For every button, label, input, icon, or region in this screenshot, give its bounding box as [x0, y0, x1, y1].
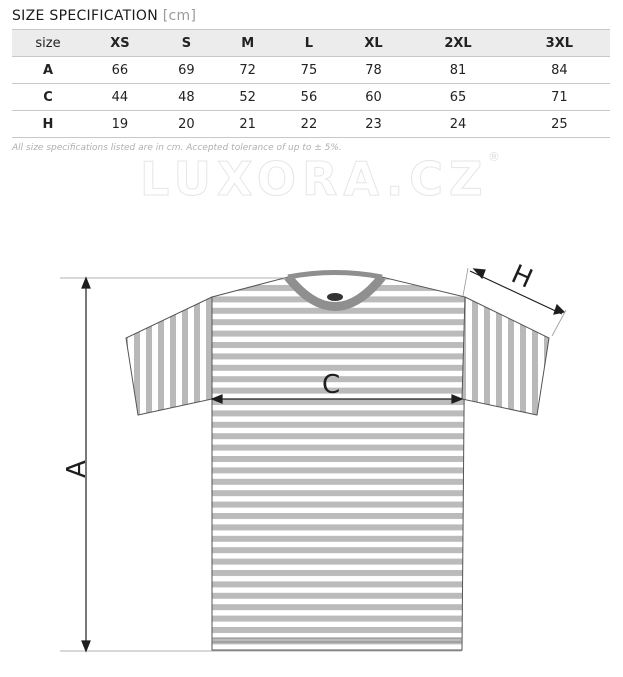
header-size: M — [217, 30, 278, 57]
table-cell: 56 — [278, 84, 339, 111]
row-label: A — [12, 57, 84, 84]
title-text: SIZE SPECIFICATION — [12, 8, 159, 24]
table-cell: 22 — [278, 111, 339, 138]
table-cell: 20 — [156, 111, 217, 138]
watermark-logo: LUXORA.CZ — [140, 152, 489, 206]
table-cell: 65 — [407, 84, 508, 111]
title-unit: [cm] — [162, 8, 197, 24]
sleeve-stripe — [134, 290, 140, 420]
table-cell: 25 — [509, 111, 610, 138]
table-cell: 81 — [407, 57, 508, 84]
dimension-h-label: H — [506, 259, 537, 295]
sleeve-stripe — [544, 290, 550, 420]
table-cell: 69 — [156, 57, 217, 84]
table-cell: 48 — [156, 84, 217, 111]
table-cell: 21 — [217, 111, 278, 138]
sleeve-stripe — [496, 290, 502, 420]
header-size: 3XL — [509, 30, 610, 57]
sleeve-stripe — [158, 290, 164, 420]
header-size: L — [278, 30, 339, 57]
sleeve-stripe — [194, 290, 200, 420]
header-size: S — [156, 30, 217, 57]
dimension-a-label: A — [62, 460, 92, 478]
table-cell: 71 — [509, 84, 610, 111]
table-cell: 23 — [340, 111, 408, 138]
table-cell: 52 — [217, 84, 278, 111]
table-cell: 84 — [509, 57, 610, 84]
table-cell: 78 — [340, 57, 408, 84]
sleeve-stripe — [170, 290, 176, 420]
header-size-label: size — [12, 30, 84, 57]
row-label: H — [12, 111, 84, 138]
table-cell: 66 — [84, 57, 156, 84]
sleeve-stripe — [146, 290, 152, 420]
table-cell: 19 — [84, 111, 156, 138]
table-cell: 24 — [407, 111, 508, 138]
header-size: XL — [340, 30, 408, 57]
sleeve-stripe — [122, 290, 128, 420]
sleeve-stripe — [532, 290, 538, 420]
sleeve-stripe — [508, 290, 514, 420]
dimension-c-label: C — [322, 370, 341, 400]
table-cell: 44 — [84, 84, 156, 111]
table-cell: 72 — [217, 57, 278, 84]
header-size: 2XL — [407, 30, 508, 57]
shirt-body — [200, 270, 475, 655]
watermark-registered-mark: ® — [488, 150, 500, 164]
right-sleeve — [460, 290, 550, 420]
table-cell: 75 — [278, 57, 339, 84]
sleeve-stripe — [520, 290, 526, 420]
brand-label-icon — [327, 293, 343, 301]
table-cell: 60 — [340, 84, 408, 111]
row-label: C — [12, 84, 84, 111]
header-size: XS — [84, 30, 156, 57]
sleeve-stripe — [484, 290, 490, 420]
sleeve-stripe — [472, 290, 478, 420]
tolerance-note: All size specifications listed are in cm. Accepted tolerance of up to ± 5%. — [12, 143, 342, 153]
